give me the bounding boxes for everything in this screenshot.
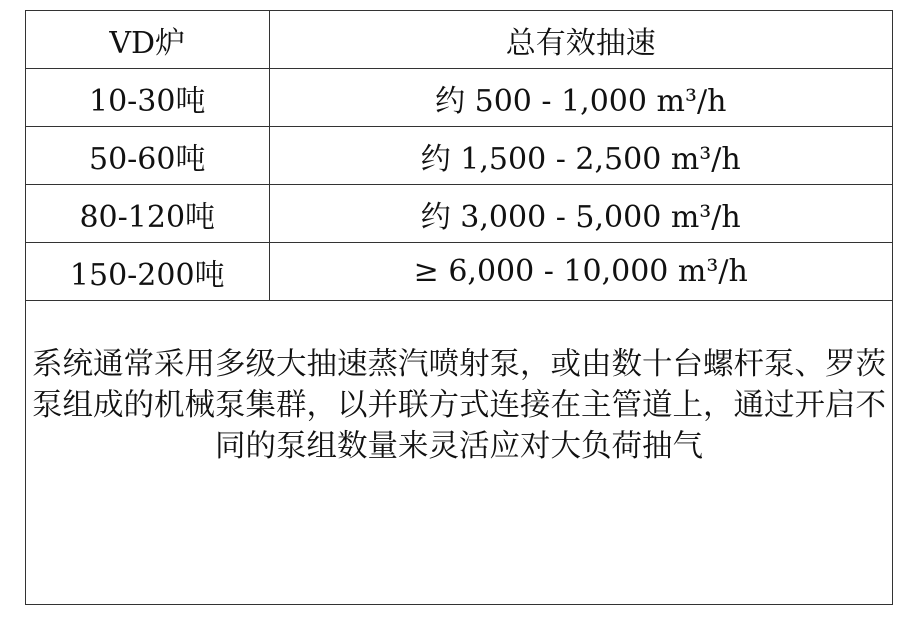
system-description-note: 系统通常采用多级大抽速蒸汽喷射泵，或由数十台螺杆泵、罗茨泵组成的机械泵集群，以并联方式连接在主管道上，通过开启不同的泵组数量来灵活应对大负荷抽气 <box>32 347 886 464</box>
table-header-row <box>26 11 892 69</box>
pumping-speed-table <box>26 11 892 301</box>
table-row <box>26 127 892 185</box>
furnace-capacity-cell: 150-200吨 <box>26 243 269 301</box>
spec-sheet <box>25 10 893 605</box>
table-row <box>26 243 892 301</box>
pumping-speed-cell: 约 1,500 - 2,500 m³/h <box>269 127 892 185</box>
table-row <box>26 69 892 127</box>
furnace-capacity-cell: 80-120吨 <box>26 185 269 243</box>
furnace-capacity-cell: 50-60吨 <box>26 127 269 185</box>
pumping-speed-cell: 约 3,000 - 5,000 m³/h <box>269 185 892 243</box>
table-row <box>26 185 892 243</box>
header-effective-speed: 总有效抽速 <box>269 11 892 69</box>
pumping-speed-cell: 约 500 - 1,000 m³/h <box>269 69 892 127</box>
header-vd-furnace: VD炉 <box>26 11 269 69</box>
furnace-capacity-cell: 10-30吨 <box>26 69 269 127</box>
pumping-speed-cell: ≥ 6,000 - 10,000 m³/h <box>269 243 892 301</box>
